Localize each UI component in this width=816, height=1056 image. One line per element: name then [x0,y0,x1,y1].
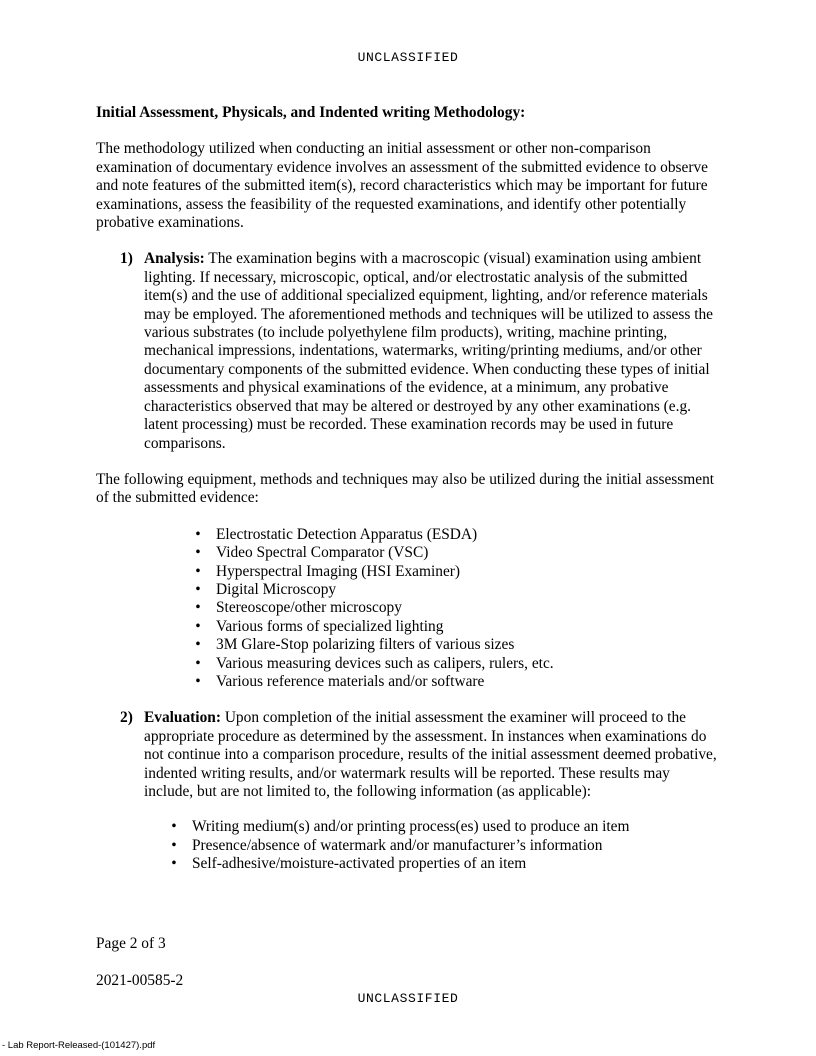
list-item: • Stereoscope/other microscopy [192,599,722,617]
evaluation-paragraph [144,709,722,801]
classification-footer: UNCLASSIFIED [357,991,459,1006]
bullet-icon: • [171,818,177,836]
equipment-intro: The following equipment, methods and techniques may also be utilized during the initial assessment of the submitted evidence: [96,470,715,507]
bullet-icon: • [195,580,201,598]
document-id: 2021-00585-2 [96,972,184,989]
bullet-icon: • [171,855,177,873]
bullet-icon: • [171,836,177,854]
bullet-icon: • [195,599,201,617]
bullet-icon: • [195,617,201,635]
list-item: • Self-adhesive/moisture-activated properties of an item [168,855,722,873]
bullet-icon: • [195,525,201,543]
list-item: • Various measuring devices such as calipers, rulers, etc. [192,655,722,673]
page-number: Page 2 of 3 [96,935,166,952]
evaluation-section [120,709,722,801]
list-item: • 3M Glare-Stop polarizing filters of various sizes [192,636,722,654]
analysis-text: The examination begins with a macroscopic (visual) examination using ambient lighting. If necessary, microscopic, optical, and/or electrostatic analysis of the submitted item(s) and the use of additional specialized equipment, lighting, and/or reference materials may be employed. The aforementioned methods and techniques will be utilized to assess the various substrates (to include polyethylene film products), writing, machine printing, mechanical impressions, indentations, watermarks, writing/printing mediums, and/or other documentary components of the submitted evidence. When conducting these types of initial assessments and physical examinations of the evidence, at a minimum, any probative characteristics observed that may be altered or destroyed by any other examinations (e.g. latent processing) must be recorded. These examination records may be used in future comparisons. [144,250,714,452]
list-item: • Writing medium(s) and/or printing process(es) used to produce an item [168,818,722,836]
list-item: • Various forms of specialized lighting [192,618,722,636]
list-item: • Video Spectral Comparator (VSC) [192,544,722,562]
list-item: • Hyperspectral Imaging (HSI Examiner) [192,563,722,581]
list-item: • Various reference materials and/or software [192,673,722,691]
analysis-number: 1) [120,250,133,268]
bullet-icon: • [195,654,201,672]
list-item: • Digital Microscopy [192,581,722,599]
bullet-icon: • [195,544,201,562]
bullet-icon: • [195,636,201,654]
results-list [96,818,722,873]
document-body [96,104,722,874]
analysis-label: Analysis: [144,250,205,268]
analysis-paragraph [144,250,722,452]
evaluation-label: Evaluation: [144,709,221,727]
analysis-section [120,250,722,452]
bullet-icon: • [195,672,201,690]
list-item: • Presence/absence of watermark and/or manufacturer’s information [168,837,722,855]
intro-paragraph: The methodology utilized when conducting an initial assessment or other non-comparison examination of documentary evidence involves an assessment of the submitted evidence to observe and note features of the submitted item(s), record characteristics which may be important for future examinations, assess the feasibility of the requested examinations, and identify other potentially probative examinations. [96,140,709,232]
evaluation-number: 2) [120,709,133,727]
equipment-list [96,526,722,692]
section-heading: Initial Assessment, Physicals, and Indented writing Methodology: [96,104,526,121]
classification-header: UNCLASSIFIED [357,50,459,65]
list-item: • Electrostatic Detection Apparatus (ESDA) [192,526,722,544]
pdf-filename: - Lab Report-Released-(101427).pdf [2,1040,156,1051]
evaluation-text: Upon completion of the initial assessment the examiner will proceed to the appropriate procedure as determined by the assessment. In instances when examinations do not continue into a comparison procedure, results of the initial assessment deemed probative, indented writing results, and/or watermark results will be reported. These results may include, but are not limited to, the following information (as applicable): [144,709,717,800]
bullet-icon: • [195,562,201,580]
